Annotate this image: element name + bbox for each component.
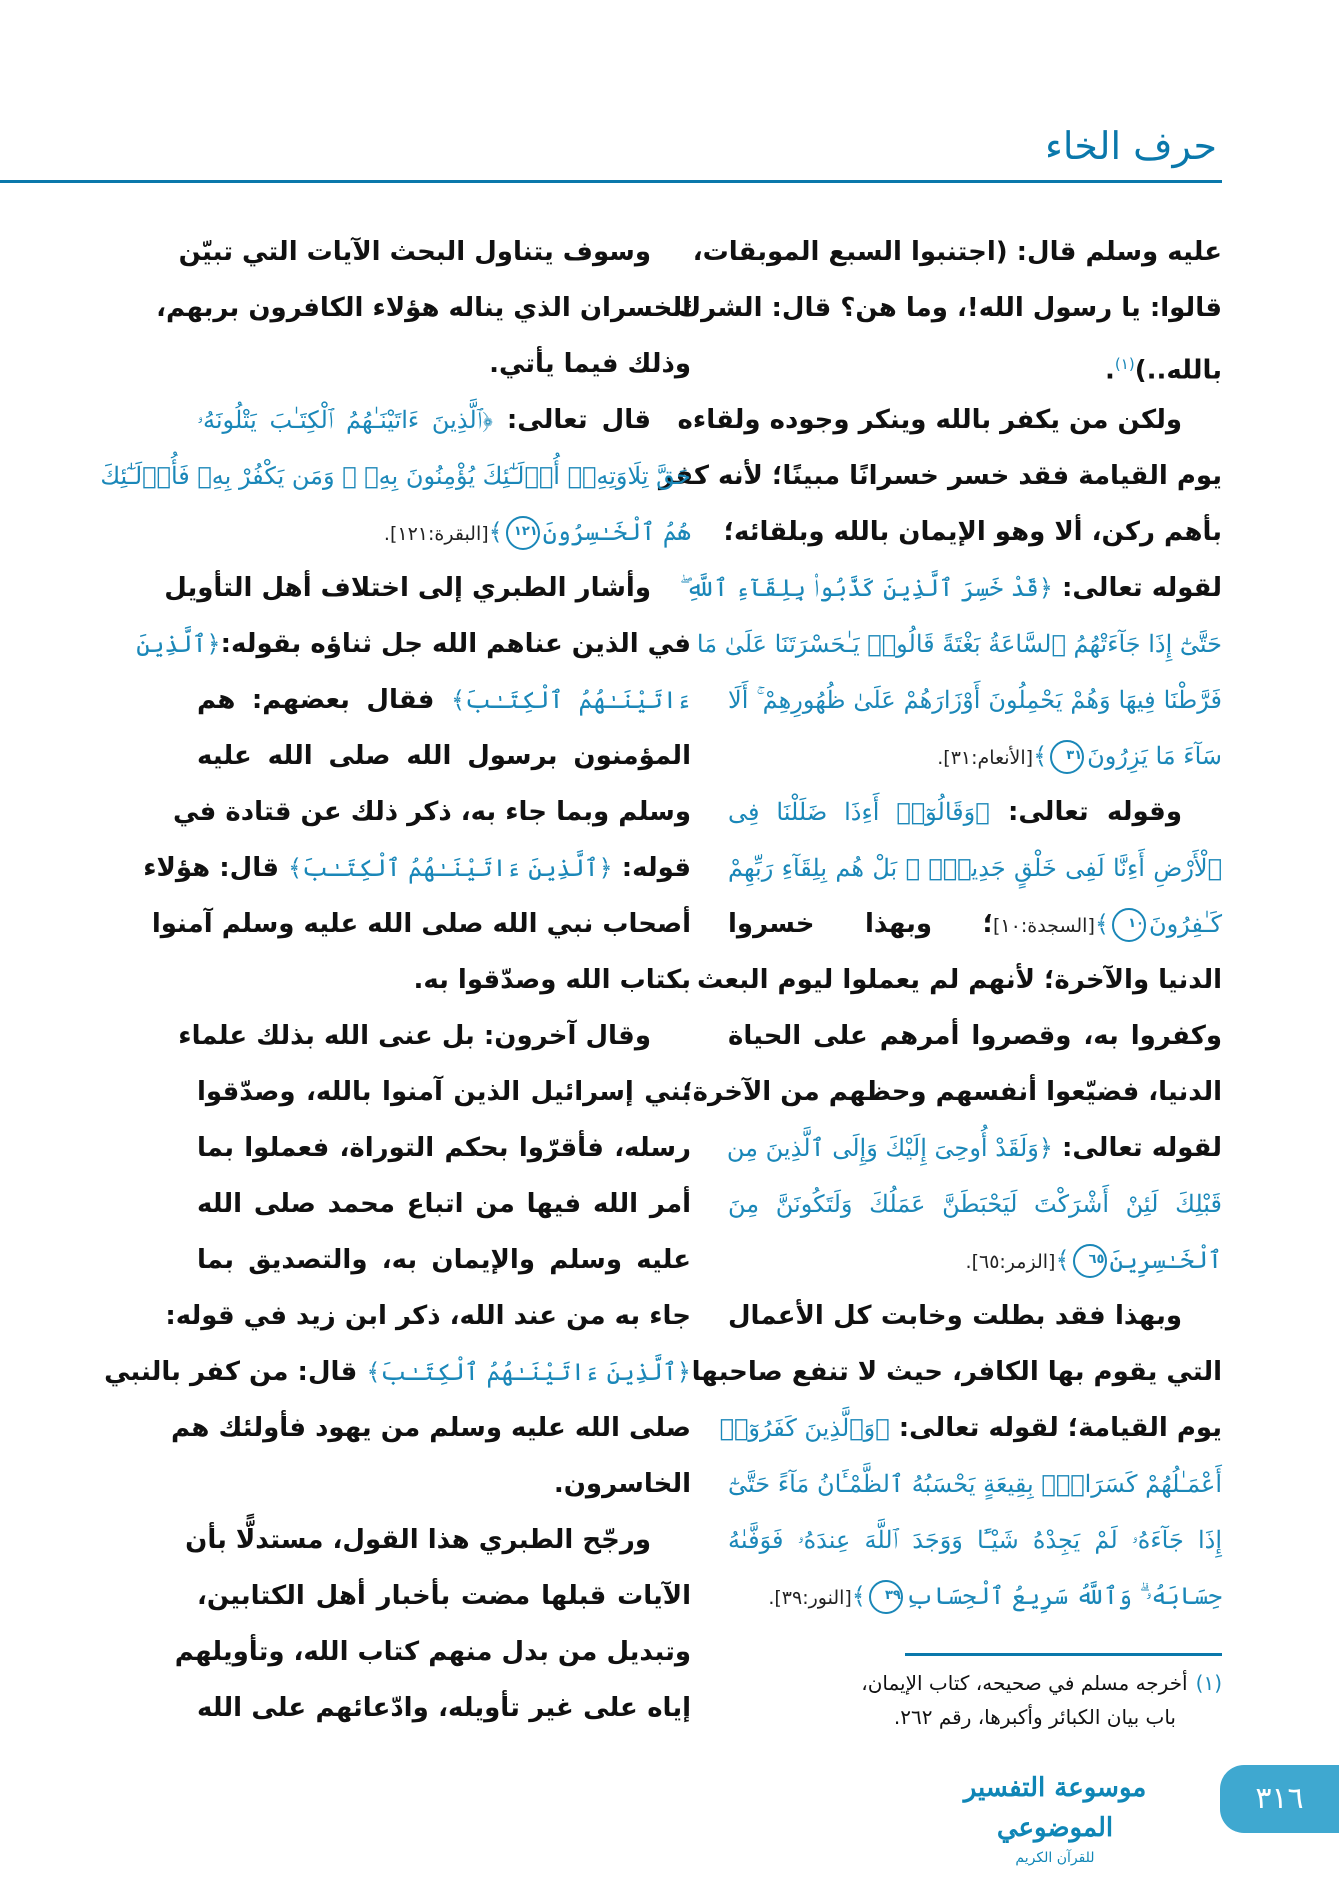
- page-number: ٣١٦: [1220, 1765, 1339, 1833]
- body-text: وأشار الطبري إلى اختلاف أهل التأويل: [164, 573, 651, 603]
- body-text: قال: من كفر بالنبي: [104, 1357, 367, 1387]
- text-line: [691, 1344, 1222, 1400]
- text-line: [197, 1176, 691, 1232]
- footnote-number: (١): [1195, 1671, 1222, 1695]
- quran-verse: هُمُ ٱلْخَـٰسِرُونَ: [542, 518, 691, 546]
- body-text: وسوف يتناول البحث الآيات التي تبيّن: [178, 237, 651, 267]
- quran-verse: ﴾: [488, 518, 503, 546]
- text-line: [197, 1064, 691, 1120]
- body-text: الدنيا والآخرة؛ لأنهم لم يعملوا ليوم البعث: [697, 965, 1222, 995]
- body-text: وقوله تعالى:: [989, 797, 1182, 827]
- text-line: [197, 672, 691, 728]
- text-line: [728, 672, 1222, 728]
- body-text: يوم القيامة؛ لقوله تعالى:: [889, 1413, 1222, 1443]
- quran-verse: فَرَّطْنَا فِيهَا وَهُمْ يَحْمِلُونَ أَوْزَارَهُمْ عَلَىٰ ظُهُورِهِمْ ۚ أَلَا: [728, 686, 1222, 714]
- body-text: المؤمنون برسول الله صلى الله عليه: [197, 741, 691, 771]
- text-line: [178, 224, 691, 280]
- text-line: [197, 952, 691, 1008]
- text-line: [696, 616, 1222, 672]
- body-text: وقال آخرون: بل عنى الله بذلك علماء: [178, 1021, 651, 1051]
- text-line: [728, 1008, 1222, 1064]
- text-line: [197, 1568, 691, 1624]
- right-column: [658, 224, 1222, 1624]
- body-text: وسلم وبما جاء به، ذكر ذلك عن قتادة في: [173, 797, 691, 827]
- text-line: [728, 1288, 1222, 1344]
- footnote: [728, 1666, 1222, 1734]
- text-line: [728, 728, 1222, 784]
- left-column: [100, 224, 691, 1736]
- body-text: قوله:: [612, 853, 691, 883]
- body-text: الخاسرون.: [553, 1469, 691, 1499]
- body-text: قال: هؤلاء: [143, 853, 289, 883]
- quran-verse: ﴾: [1055, 1246, 1070, 1274]
- body-text: عليه وسلم والإيمان به، والتصديق بما: [197, 1245, 691, 1275]
- body-text: وتبديل من بدل منهم كتاب الله، وتأويلهم: [174, 1637, 691, 1667]
- text-line: [104, 1344, 691, 1400]
- body-text: .: [1105, 355, 1115, 386]
- text-line: [156, 280, 691, 336]
- text-line: [197, 728, 691, 784]
- verse-number: ٣١: [1050, 740, 1084, 774]
- body-text: أمر الله فيها من اتباع محمد صلى الله: [197, 1189, 691, 1219]
- quran-verse: ﴾: [1033, 742, 1048, 770]
- body-text: جاء به من عند الله، ذكر ابن زيد في قوله:: [165, 1301, 691, 1331]
- body-text: وبهذا فقد بطلت وخابت كل الأعمال: [728, 1301, 1182, 1331]
- text-line: [728, 784, 1222, 840]
- body-text: في الذين عناهم الله جل ثناؤه بقوله:: [220, 629, 691, 659]
- text-line: [728, 1568, 1222, 1624]
- body-text: قال تعالى:: [492, 405, 651, 435]
- footnote-divider: [905, 1653, 1222, 1656]
- text-line: [697, 952, 1222, 1008]
- body-text: ورجّح الطبري هذا القول، مستدلًّا بأن: [185, 1525, 651, 1555]
- quran-verse: ﴿ٱلَّذِينَ ءَاتَيْنَـٰهُمُ ٱلْكِتَـٰبَ﴾: [288, 854, 613, 882]
- footnote-line-1: [728, 1666, 1222, 1700]
- verse-citation: [السجدة:١٠]: [993, 915, 1095, 937]
- body-text: قالوا: يا رسول الله!، وما هن؟ قال: الشرك: [677, 293, 1222, 323]
- logo-title: موسوعة التفسير الموضوعي: [963, 1773, 1147, 1843]
- quran-verse: ءَاتَيْنَـٰهُمُ ٱلْكِتَـٰبَ﴾: [450, 686, 691, 714]
- text-line: [197, 1456, 691, 1512]
- text-line: [197, 1232, 691, 1288]
- quran-verse: ٱلْخَـٰسِرِينَ: [1109, 1246, 1222, 1274]
- quran-verse: إِذَا جَآءَهُۥ لَمْ يَجِدْهُ شَيْـًٔا وَوَجَدَ ٱللَّهَ عِندَهُۥ فَوَفَّىٰهُ: [728, 1526, 1222, 1554]
- logo-subtitle: للقرآن الكريم: [1015, 1850, 1095, 1866]
- footnote-line-2: باب بيان الكبائر وأكبرها، رقم ٢٦٢.: [893, 1705, 1176, 1729]
- body-text: الدنيا، فضيّعوا أنفسهم وحظهم من الآخرة؛: [682, 1077, 1222, 1107]
- body-text: لقوله تعالى:: [1052, 573, 1222, 603]
- text-line: [178, 1008, 691, 1064]
- quran-verse: ﴿وَلَقَدْ أُوحِىَ إِلَيْكَ وَإِلَى ٱلَّذِينَ مِن: [726, 1134, 1053, 1162]
- quran-verse: كَـٰفِرُونَ: [1148, 910, 1222, 938]
- encyclopedia-logo: [930, 1768, 1180, 1866]
- header-divider: [0, 180, 1222, 183]
- body-text: الآيات قبلها مضت بأخبار أهل الكتابين،: [197, 1581, 691, 1611]
- text-line: [728, 336, 1222, 392]
- verse-number: ٦٥: [1073, 1244, 1107, 1278]
- body-text: رسله، فأقرّوا بحكم التوراة، فعملوا بما: [197, 1133, 691, 1163]
- body-text: صلى الله عليه وسلم من يهود فأولئك هم: [171, 1413, 691, 1443]
- text-line: [723, 504, 1222, 560]
- quran-verse: ﴿وَقَالُوٓا۟ أَءِذَا ضَلَلْنَا فِى: [728, 798, 990, 826]
- body-text: بالله..): [1134, 355, 1222, 386]
- text-line: [682, 1064, 1222, 1120]
- text-line: [728, 1512, 1222, 1568]
- text-line: [173, 784, 691, 840]
- quran-verse: ﴿قَدْ خَسِرَ ٱلَّذِينَ كَذَّبُوا۟ بِلِقَآءِ ٱللَّهِ ۖ: [679, 574, 1053, 602]
- text-line: [679, 560, 1222, 616]
- verse-number: ٣٩: [869, 1580, 903, 1614]
- text-line: [136, 616, 691, 672]
- quran-verse: قَبْلِكَ لَئِنْ أَشْرَكْتَ لَيَحْبَطَنَّ عَمَلُكَ وَلَتَكُونَنَّ مِنَ: [728, 1190, 1222, 1218]
- quran-verse: سَآءَ مَا يَزِرُونَ: [1087, 742, 1222, 770]
- text-line: [677, 392, 1222, 448]
- body-text: بأهم ركن، ألا وهو الإيمان بالله وبلقائه؛: [723, 517, 1222, 547]
- body-text: عليه وسلم قال: (اجتنبوا السبع الموبقات،: [692, 237, 1222, 267]
- text-line: [197, 504, 691, 560]
- quran-verse: ٱلْأَرْضِ أَءِنَّا لَفِى خَلْقٍ جَدِيدٍۭ ۚ بَلْ هُم بِلِقَآءِ رَبِّهِمْ: [728, 854, 1222, 882]
- quran-verse: ﴿ٱلَّذِينَ ءَاتَيْنَـٰهُمُ ٱلْكِتَـٰبَ يَتْلُونَهُۥ: [197, 406, 493, 434]
- body-text: الخسران الذي يناله هؤلاء الكافرون بربهم،: [156, 293, 691, 323]
- verse-number: ١٢١: [506, 516, 540, 550]
- body-text: بني إسرائيل الذين آمنوا بالله، وصدّقوا: [197, 1077, 691, 1107]
- text-line: [728, 1456, 1222, 1512]
- text-line: [185, 1512, 691, 1568]
- quran-verse: ﴾: [851, 1582, 866, 1610]
- text-line: [174, 1624, 691, 1680]
- quran-verse: حَتَّىٰٓ إِذَا جَآءَتْهُمُ ٱلسَّاعَةُ بَغْتَةً قَالُوا۟ يَـٰحَسْرَتَنَا عَلَىٰ مَا: [696, 630, 1222, 658]
- body-text: ولكن من يكفر بالله وينكر وجوده ولقاءه: [677, 405, 1182, 435]
- verse-number: ١٠: [1112, 908, 1146, 942]
- text-line: [728, 840, 1222, 896]
- footnote-text: أخرجه مسلم في صحيحه، كتاب الإيمان،: [861, 1671, 1188, 1695]
- text-line: [151, 896, 691, 952]
- body-text: إياه على غير تأويله، وادّعائهم على الله: [197, 1693, 691, 1723]
- quran-verse: ﴿ٱلَّذِينَ ءَاتَيْنَـٰهُمُ ٱلْكِتَـٰبَ﴾: [366, 1358, 691, 1386]
- quran-verse: ﴾: [1094, 910, 1109, 938]
- text-line: [728, 1176, 1222, 1232]
- body-text: وذلك فيما يأتي.: [489, 349, 691, 379]
- quran-verse: حِسَابَهُۥ ۗ وَٱللَّهُ سَرِيعُ ٱلْحِسَابِ: [905, 1582, 1222, 1610]
- quran-verse: أَعْمَـٰلُهُمْ كَسَرَابٍۭ بِقِيعَةٍ يَحْسَبُهُ ٱلظَّمْـَٔانُ مَآءً حَتَّىٰٓ: [728, 1470, 1222, 1498]
- verse-citation: [البقرة:١٢١].: [383, 523, 489, 545]
- quran-verse: حَقَّ تِلَاوَتِهِۦٓ أُو۟لَـٰٓئِكَ يُؤْمِنُونَ بِهِۦ ۗ وَمَن يَكْفُرْ بِهِۦ فَأُو۟لَـٰٓئِكَ: [100, 462, 691, 490]
- text-line: [692, 224, 1222, 280]
- body-text: لقوله تعالى:: [1052, 1133, 1222, 1163]
- text-line: [728, 896, 1222, 952]
- chapter-title: حرف الخاء: [1044, 124, 1217, 168]
- text-line: [197, 1120, 691, 1176]
- text-line: [197, 392, 691, 448]
- body-text: ؛ وبهذا خسروا: [728, 909, 993, 939]
- verse-citation: [النور:٣٩].: [768, 1587, 852, 1609]
- body-text: أصحاب نبي الله صلى الله عليه وسلم آمنوا: [151, 909, 691, 939]
- text-line: [100, 448, 691, 504]
- quran-verse: ﴿ٱلَّذِينَ: [136, 630, 221, 658]
- quran-verse: ﴿وَٱلَّذِينَ كَفَرُوٓا۟: [719, 1414, 890, 1442]
- text-line: [658, 448, 1222, 504]
- text-line: [164, 560, 691, 616]
- body-text: وكفروا به، وقصروا أمرهم على الحياة: [728, 1021, 1222, 1051]
- verse-citation: [الزمر:٦٥].: [965, 1251, 1056, 1273]
- text-line: [165, 1288, 691, 1344]
- footnote-ref[interactable]: (١): [1114, 355, 1135, 373]
- text-line: [728, 1232, 1222, 1288]
- text-line: [171, 1400, 691, 1456]
- text-line: [197, 1680, 691, 1736]
- text-line: [728, 1120, 1222, 1176]
- body-text: يوم القيامة فقد خسر خسرانًا مبينًا؛ لأنه كفر: [658, 461, 1222, 491]
- verse-citation: [الأنعام:٣١].: [937, 747, 1034, 769]
- text-line: [197, 336, 691, 392]
- text-line: [677, 280, 1222, 336]
- text-line: [719, 1400, 1222, 1456]
- text-line: [143, 840, 691, 896]
- body-text: التي يقوم بها الكافر، حيث لا تنفع صاحبها: [691, 1357, 1222, 1387]
- body-text: فقال بعضهم: هم: [197, 685, 451, 715]
- body-text: بكتاب الله وصدّقوا به.: [413, 965, 691, 995]
